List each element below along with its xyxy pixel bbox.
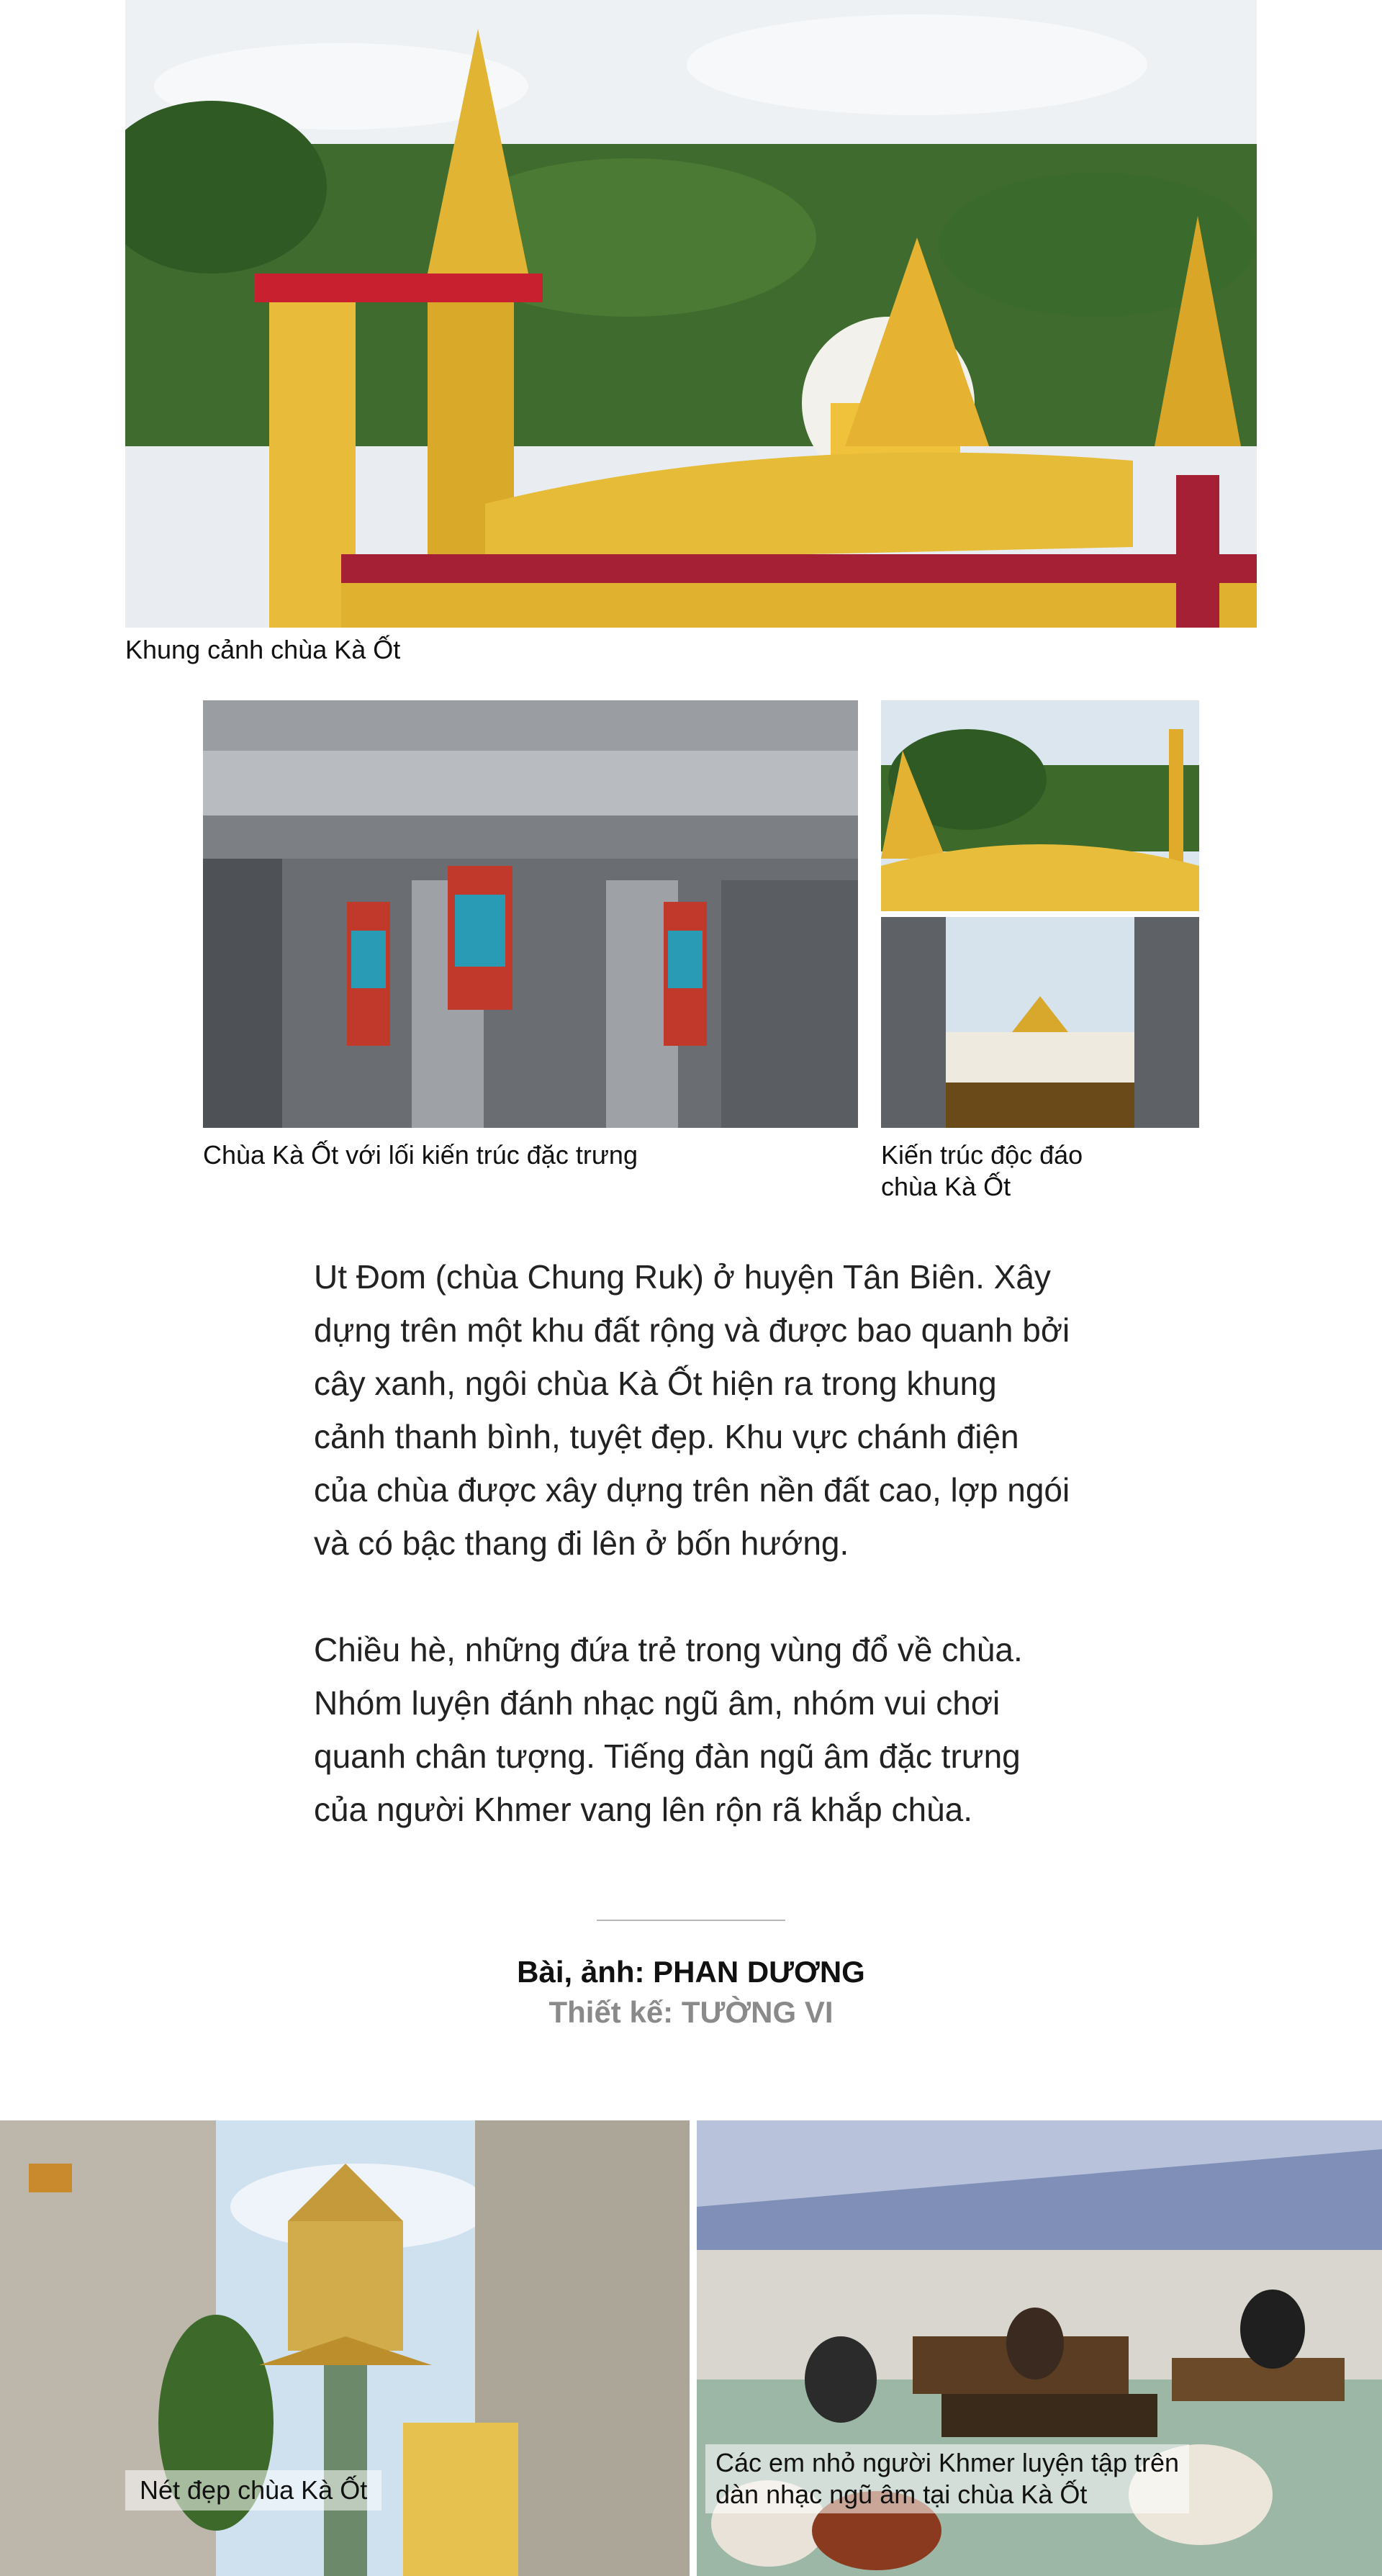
architecture-photo-right-top — [881, 700, 1199, 911]
bottom-caption-left-text: Nét đẹp chùa Kà Ốt — [140, 2475, 368, 2505]
bottom-caption-right — [705, 2444, 1189, 2513]
article-body — [314, 1250, 1077, 1889]
article-paragraph: Ut Đom (chùa Chung Ruk) ở huyện Tân Biên. Xây dựng trên một khu đất rộng và được bao quanh bởi cây xanh, ngôi chùa Kà Ốt hiện ra trong khung cảnh thanh bình, tuyệt đẹp. Khu vực chánh điện của chùa được xây dựng trên nền đất cao, lợp ngói và có bậc thang đi lên ở bốn hướng. — [314, 1258, 1070, 1562]
architecture-caption-left: Chùa Kà Ốt với lối kiến trúc đặc trưng — [203, 1140, 638, 1170]
bottom-caption-left — [125, 2470, 381, 2511]
article-paragraph: Chiều hè, những đứa trẻ trong vùng đổ về chùa. Nhóm luyện đánh nhạc ngũ âm, nhóm vui chơi quanh chân tượng. Tiếng đàn ngũ âm đặc trưng của người Khmer vang lên rộn rã khắp chùa. — [314, 1631, 1023, 1828]
author-credit: Bài, ảnh: PHAN DƯƠNG — [517, 1955, 865, 1989]
design-credit: Thiết kế: TƯỜNG VI — [548, 1995, 834, 2029]
architecture-caption-right-line2: chùa Kà Ốt — [881, 1172, 1011, 1201]
hero-caption: Khung cảnh chùa Kà Ốt — [125, 635, 401, 664]
bottom-caption-right-line1: Các em nhỏ người Khmer luyện tập trên — [715, 2448, 1180, 2477]
architecture-photo-left — [203, 700, 858, 1128]
bottom-caption-right-line2: dàn nhạc ngũ âm tại chùa Kà Ốt — [715, 2480, 1088, 2509]
credits-divider — [597, 1920, 785, 1921]
architecture-photo-right-bottom — [881, 917, 1199, 1128]
hero-photo — [125, 0, 1257, 628]
architecture-caption-right-line1: Kiến trúc độc đáo — [881, 1140, 1083, 1170]
